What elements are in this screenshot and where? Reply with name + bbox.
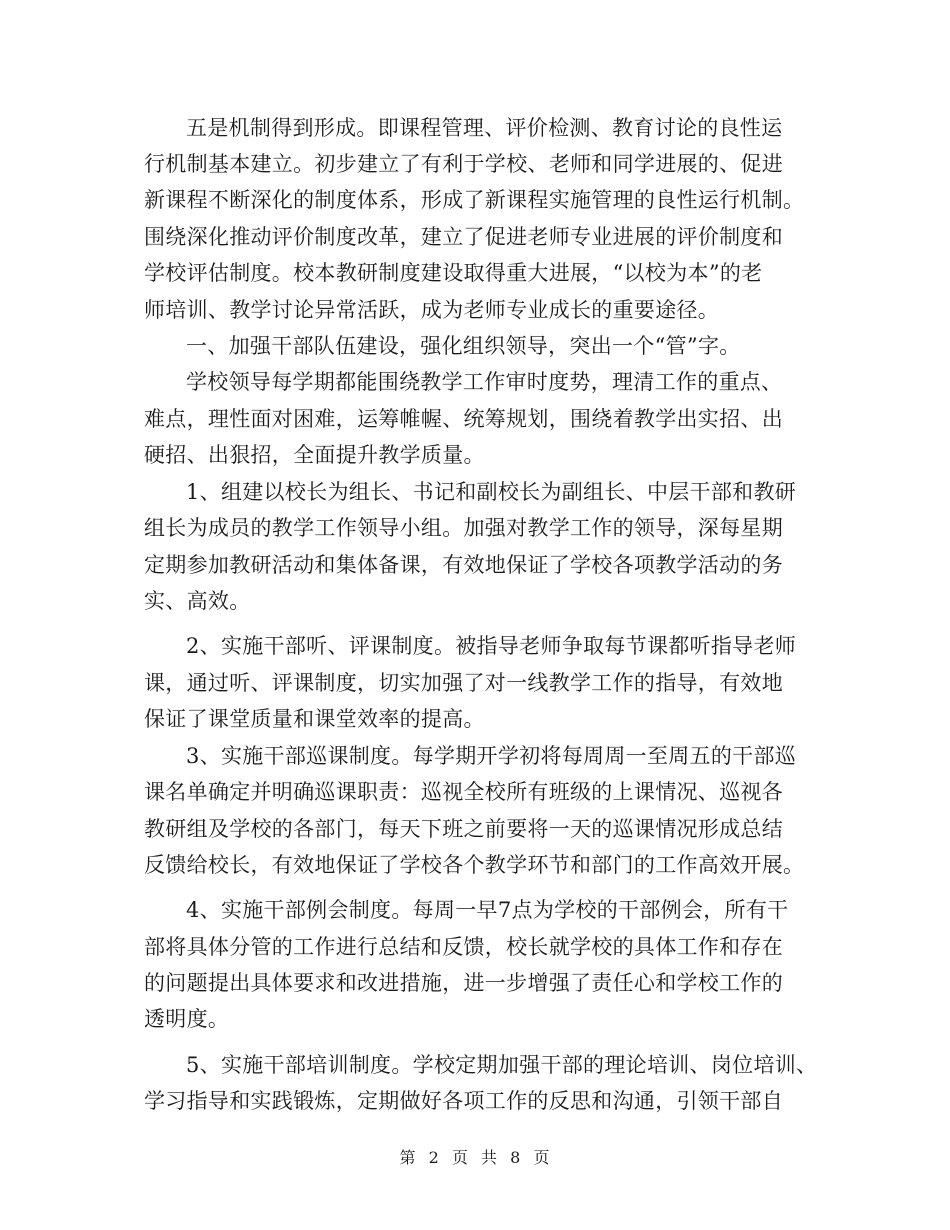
text-line: 实、高效。 [144,589,251,613]
text-line: 部将具体分管的工作进行总结和反馈，校长就学校的具体工作和存在 [144,935,783,959]
text-line: 1、组建以校长为组长、书记和副校长为副组长、中层干部和教研 [186,480,797,504]
text-line: 难点，理性面对困难，运筹帷幄、统筹规划，围绕着教学出实招、出 [144,407,783,431]
text-line: 透明度。 [144,1007,230,1031]
text-line: 新课程不断深化的制度体系，形成了新课程实施管理的良性运行机制。 [144,188,805,212]
text-line: 2、实施干部听、评课制度。被指导老师争取每节课都听指导老师 [186,634,797,658]
text-line: 教研组及学校的各部门，每天下班之前要将一天的巡课情况形成总结 [144,817,783,841]
text-line: 学习指导和实践锻炼，定期做好各项工作的反思和沟通，引领干部自 [144,1089,783,1113]
text-line: 课，通过听、评课制度，切实加强了对一线教学工作的指导，有效地 [144,671,783,695]
text-line: 4、实施干部例会制度。每周一早7点为学校的干部例会，所有干 [186,898,789,922]
text-line: 师培训、教学讨论异常活跃，成为老师专业成长的重要途径。 [144,298,720,322]
text-line: 学校评估制度。校本教研制度建设取得重大进展，“以校为本”的老 [144,261,763,285]
text-line: 定期参加教研活动和集体备课，有效地保证了学校各项教学活动的务 [144,553,783,577]
text-line: 的问题提出具体要求和改进措施，进一步增强了责任心和学校工作的 [144,971,783,995]
page-footer [0,1146,950,1170]
text-line: 保证了课堂质量和课堂效率的提高。 [144,707,485,731]
page-label-prefix: 第 [399,1148,417,1167]
text-line: 课名单确定并明确巡课职责：巡视全校所有班级的上课情况、巡视各 [144,780,783,804]
text-line: 行机制基本建立。初步建立了有利于学校、老师和同学进展的、促进 [144,152,783,176]
section-heading: 一、加强干部队伍建设，强化组织领导，突出一个“管”字。 [186,334,741,358]
text-line: 反馈给校长，有效地保证了学校各个教学环节和部门的工作高效开展。 [144,853,805,877]
text-line: 组长为成员的教学工作领导小组。加强对教学工作的领导，深每星期 [144,516,783,540]
page-label: 页 [451,1148,469,1167]
text-line: 围绕深化推动评价制度改革，建立了促进老师专业进展的评价制度和 [144,225,783,249]
text-line: 五是机制得到形成。即课程管理、评价检测、教育讨论的良性运 [186,116,783,140]
page-label-suffix: 页 [533,1148,551,1167]
current-page-number: 2 [428,1148,440,1167]
text-line: 3、实施干部巡课制度。每学期开学初将每周周一至周五的干部巡 [186,744,797,768]
total-page-count: 8 [510,1148,522,1167]
text-line: 学校领导每学期都能围绕教学工作审时度势，理清工作的重点、 [186,370,783,394]
text-line: 5、实施干部培训制度。学校定期加强干部的理论培训、岗位培训、 [186,1053,818,1077]
text-line: 硬招、出狠招，全面提升教学质量。 [144,443,485,467]
total-label: 共 [481,1148,499,1167]
